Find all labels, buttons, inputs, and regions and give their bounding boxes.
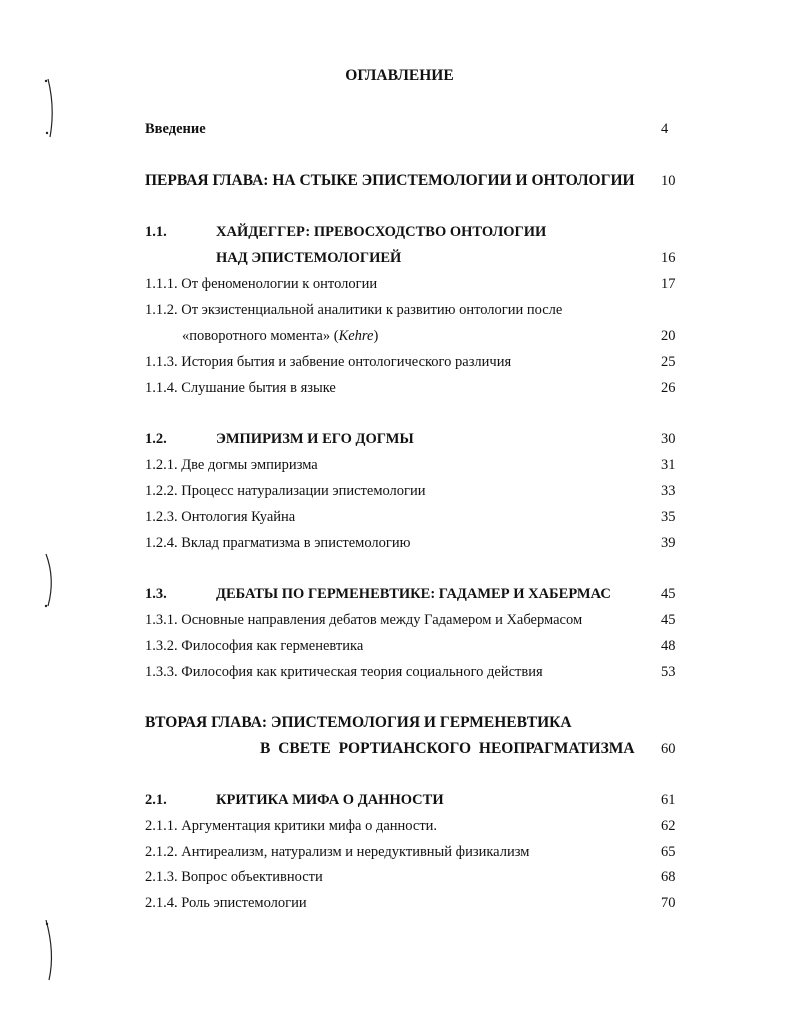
toc-chapter2-title-line1: ВТОРАЯ ГЛАВА: ЭПИСТЕМОЛОГИЯ И ГЕРМЕНЕВТИКА [145,714,572,731]
toc-section-title-line2: НАД ЭПИСТЕМОЛОГИЕЙ [216,250,402,266]
toc-subsection-page: 53 [661,664,676,680]
toc-subsection: 1.2.3. Онтология Куайна [145,509,296,525]
toc-subsection-page: 65 [661,844,676,860]
toc-chapter1-title: ПЕРВАЯ ГЛАВА: НА СТЫКЕ ЭПИСТЕМОЛОГИИ И ОНТОЛОГИИ [145,172,635,189]
toc-subsection-continuation [182,327,378,345]
toc-intro-label: Введение [145,121,206,137]
toc-subsection-page: 20 [661,328,676,344]
toc-subsection-page: 25 [661,354,676,370]
toc-subsection-page: 31 [661,457,676,473]
toc-subsection: 2.1.2. Антиреализм, натурализм и нередуктивный физикализм [145,844,530,860]
toc-subsection-italic: Kehre [338,328,374,344]
toc-subsection-page: 45 [661,612,676,628]
toc-subsection: 1.2.2. Процесс натурализации эпистемологии [145,483,426,499]
toc-section-page: 61 [661,792,676,808]
toc-section-number: 2.1. [145,792,167,808]
toc-section-title: КРИТИКА МИФА О ДАННОСТИ [216,792,444,808]
toc-subsection-page: 70 [661,895,676,911]
margin-mark-middle [38,552,62,612]
toc-subsection-page: 62 [661,818,676,834]
page-title: ОГЛАВЛЕНИЕ [345,67,454,84]
toc-section-number: 1.1. [145,224,167,240]
toc-subsection-page: 35 [661,509,676,525]
toc-section-title: ДЕБАТЫ ПО ГЕРМЕНЕВТИКЕ: ГАДАМЕР И ХАБЕРМАС [216,586,611,602]
toc-subsection: 1.3.3. Философия как критическая теория социального действия [145,664,543,680]
toc-subsection-page: 17 [661,276,676,292]
toc-subsection: 1.2.4. Вклад прагматизма в эпистемологию [145,535,411,551]
toc-section-page: 30 [661,431,676,447]
toc-section-title: ЭМПИРИЗМ И ЕГО ДОГМЫ [216,431,414,447]
toc-subsection: 2.1.4. Роль эпистемологии [145,895,307,911]
toc-section-title-line1: ХАЙДЕГГЕР: ПРЕВОСХОДСТВО ОНТОЛОГИИ [216,224,547,240]
toc-subsection: 1.3.1. Основные направления дебатов между Гадамером и Хабермасом [145,612,583,628]
toc-subsection: 1.1.2. От экзистенциальной аналитики к развитию онтологии после [145,302,563,318]
toc-subsection: 1.1.1. От феноменологии к онтологии [145,276,378,292]
toc-section-number: 1.2. [145,431,167,447]
toc-section-page: 16 [661,250,676,266]
margin-mark-bottom [38,918,62,988]
toc-subsection: 1.3.2. Философия как герменевтика [145,638,364,654]
toc-subsection-page: 48 [661,638,676,654]
toc-subsection-page: 26 [661,380,676,396]
toc-subsection: 2.1.1. Аргументация критики мифа о данности. [145,818,438,834]
toc-subsection: 1.2.1. Две догмы эмпиризма [145,457,318,473]
toc-chapter2-title-line2: В СВЕТЕ РОРТИАНСКОГО НЕОПРАГМАТИЗМА [260,740,635,757]
toc-section-number: 1.3. [145,586,167,602]
toc-subsection-page: 39 [661,535,676,551]
toc-chapter1-page: 10 [661,173,676,189]
margin-mark-top [38,75,62,145]
toc-subsection: 1.1.3. История бытия и забвение онтологического различия [145,354,512,370]
toc-chapter2-page: 60 [661,741,676,757]
toc-intro-page: 4 [661,121,669,137]
toc-subsection: 1.1.4. Слушание бытия в языке [145,380,336,396]
toc-subsection-page: 33 [661,483,676,499]
toc-subsection: 2.1.3. Вопрос объективности [145,869,323,885]
toc-section-page: 45 [661,586,676,602]
toc-subsection-page: 68 [661,869,676,885]
toc-subsection-text: ) [373,328,379,344]
toc-subsection-text: «поворотного момента» ( [182,328,339,344]
